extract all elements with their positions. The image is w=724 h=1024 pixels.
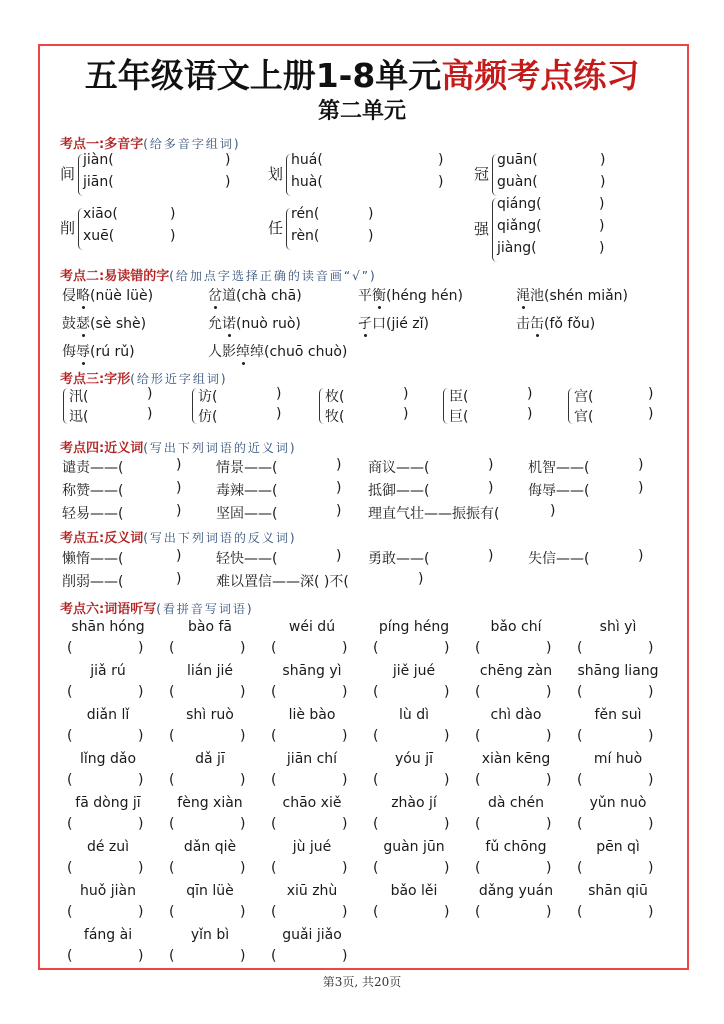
pinyin-word: guǎi jiǎo: [282, 927, 342, 943]
blank-close[interactable]: ): [138, 816, 144, 832]
section-3-key: 考点三:字形: [60, 372, 131, 387]
blank-close[interactable]: ): [240, 640, 246, 656]
blank-close[interactable]: ): [403, 406, 409, 422]
blank-open[interactable]: (: [271, 904, 277, 920]
blank-close[interactable]: ): [488, 457, 494, 473]
blank-close[interactable]: ): [438, 174, 444, 190]
word-part: 口: [372, 316, 386, 332]
section-1-key: 考点一:多音字: [60, 137, 144, 152]
word-part: 人影: [208, 344, 236, 360]
blank-close[interactable]: ): [418, 571, 424, 587]
misread-item: [208, 285, 302, 305]
pinyin-word: shān qiū: [588, 883, 648, 899]
blank-close[interactable]: ): [147, 406, 153, 422]
dotted-char: 岔: [208, 288, 222, 304]
glyph-char: 访(: [198, 389, 218, 405]
blank-close[interactable]: ): [225, 152, 231, 168]
reading-label: rèn(: [291, 228, 320, 244]
blank-close[interactable]: ): [444, 904, 450, 920]
pinyin-word: dǎng yuán: [478, 883, 554, 899]
blank-close[interactable]: ): [527, 386, 533, 402]
pinyin-word: qīn lüè: [186, 883, 234, 899]
blank-close[interactable]: ): [444, 640, 450, 656]
blank-close[interactable]: ): [240, 684, 246, 700]
blank-close[interactable]: ): [138, 948, 144, 964]
brace: [568, 388, 573, 424]
pinyin-options[interactable]: (nüè lüè): [90, 288, 154, 304]
synonym-item: 商议——(: [368, 460, 430, 476]
synonym-item: 情景——(: [216, 460, 278, 476]
pinyin-word: chāo xiě: [282, 795, 342, 811]
word-part: 池: [530, 288, 544, 304]
glyph-pair: [63, 386, 173, 426]
blank-close[interactable]: ): [342, 904, 348, 920]
blank-open[interactable]: (: [169, 684, 175, 700]
blank-close[interactable]: ): [648, 816, 654, 832]
blank-close[interactable]: ): [648, 904, 654, 920]
antonym-item: 懒惰——(: [62, 551, 124, 567]
blank-close[interactable]: ): [240, 948, 246, 964]
pinyin-word: yǐn bì: [190, 927, 230, 943]
blank-close[interactable]: ): [546, 728, 552, 744]
blank-close[interactable]: ): [444, 772, 450, 788]
pinyin-word: pēn qì: [596, 839, 640, 855]
word-part: 允: [208, 316, 222, 332]
pinyin-options[interactable]: (nuò ruò): [236, 316, 301, 332]
section-2-heading: [60, 265, 377, 284]
page-footer: 第3页, 共20页: [322, 975, 402, 989]
reading-label: guàn(: [497, 174, 538, 190]
misread-item: [516, 313, 595, 333]
antonym-item: 勇敢——(: [368, 551, 430, 567]
glyph-pair: [192, 386, 302, 426]
blank-open[interactable]: (: [67, 816, 73, 832]
blank-close[interactable]: ): [488, 548, 494, 564]
blank-close[interactable]: ): [648, 406, 654, 422]
blank-open[interactable]: (: [373, 640, 379, 656]
blank-open[interactable]: (: [271, 684, 277, 700]
section-2-note: (给加点字选择正确的读音画“√”): [169, 269, 377, 283]
pinyin-word: yóu jī: [395, 751, 433, 767]
blank-close[interactable]: ): [342, 860, 348, 876]
glyph-char: 仿(: [198, 409, 218, 425]
misread-item: [62, 341, 135, 361]
blank-open[interactable]: (: [169, 904, 175, 920]
glyph-char: 巨(: [449, 409, 469, 425]
title-highlight: 高频考点练习: [441, 56, 640, 95]
blank-close[interactable]: ): [546, 640, 552, 656]
blank-open[interactable]: (: [271, 728, 277, 744]
pinyin-word: wéi dú: [288, 619, 336, 635]
section-4-note: (写出下列词语的近义词): [143, 441, 297, 455]
blank-close[interactable]: ): [648, 386, 654, 402]
blank-open[interactable]: (: [373, 904, 379, 920]
blank-open[interactable]: (: [271, 640, 277, 656]
page-title: [0, 50, 724, 97]
blank-close[interactable]: ): [336, 548, 342, 564]
section-5-key: 考点五:反义词: [60, 531, 144, 546]
reading-label: jiān(: [83, 174, 114, 190]
blank-close[interactable]: ): [648, 640, 654, 656]
blank-open[interactable]: (: [373, 860, 379, 876]
blank-close[interactable]: ): [170, 228, 176, 244]
reading-label: qiǎng(: [497, 218, 542, 234]
blank-close[interactable]: ): [546, 772, 552, 788]
synonym-item: 坚固——(: [216, 506, 278, 522]
blank-close[interactable]: ): [225, 174, 231, 190]
misread-item: [516, 285, 628, 305]
section-6-note: (看拼音写词语): [156, 602, 254, 616]
reading-label: xuē(: [83, 228, 115, 244]
blank-close[interactable]: ): [438, 152, 444, 168]
pinyin-word: shāng liang: [577, 663, 659, 679]
synonym-item: 理直气壮——振振有(: [368, 506, 500, 522]
blank-close[interactable]: ): [138, 772, 144, 788]
blank-open[interactable]: (: [67, 728, 73, 744]
synonym-item: 机智——(: [528, 460, 590, 476]
pinyin-word: fěn suì: [594, 707, 642, 723]
blank-open[interactable]: (: [169, 640, 175, 656]
pinyin-word: diǎn lǐ: [86, 707, 130, 723]
blank-close[interactable]: ): [276, 386, 282, 402]
blank-close[interactable]: ): [240, 772, 246, 788]
blank-close[interactable]: ): [648, 860, 654, 876]
blank-close[interactable]: ): [176, 480, 182, 496]
pinyin-word: lù dì: [399, 707, 429, 723]
blank-close[interactable]: ): [240, 860, 246, 876]
pinyin-word: huǒ jiàn: [80, 883, 136, 899]
pinyin-word: yǔn nuò: [589, 795, 647, 811]
blank-close[interactable]: ): [342, 772, 348, 788]
blank-close[interactable]: ): [648, 684, 654, 700]
blank-close[interactable]: ): [403, 386, 409, 402]
blank-close[interactable]: ): [138, 684, 144, 700]
misread-item: [358, 285, 463, 305]
section-2-key: 考点二:易读错的字: [60, 269, 170, 284]
pinyin-word: dé zuì: [86, 839, 130, 855]
blank-open[interactable]: (: [271, 772, 277, 788]
pinyin-options[interactable]: (fǒ fǒu): [544, 316, 596, 332]
blank-close[interactable]: ): [138, 860, 144, 876]
pinyin-word: shān hóng: [71, 619, 145, 635]
blank-open[interactable]: (: [577, 816, 583, 832]
dotted-char: 绰: [236, 344, 250, 360]
blank-close[interactable]: ): [444, 860, 450, 876]
blank-open[interactable]: (: [475, 860, 481, 876]
polyphone-char: 强: [474, 220, 490, 238]
reading-label: xiāo(: [83, 206, 118, 222]
synonym-item: 轻易——(: [62, 506, 124, 522]
word-part: 平: [358, 288, 372, 304]
blank-open[interactable]: (: [67, 904, 73, 920]
blank-close[interactable]: ): [336, 457, 342, 473]
synonym-item: 谴责——(: [62, 460, 124, 476]
pinyin-word: jù jué: [292, 839, 332, 855]
pinyin-word: shì ruò: [186, 707, 234, 723]
pinyin-word: guàn jūn: [383, 839, 445, 855]
word-part: 侵: [62, 288, 76, 304]
pinyin-word: xiàn kēng: [481, 751, 551, 767]
reading-label: huá(: [291, 152, 323, 168]
blank-open[interactable]: (: [271, 948, 277, 964]
pinyin-word: mí huò: [593, 751, 643, 767]
blank-close[interactable]: ): [444, 816, 450, 832]
blank-close[interactable]: ): [176, 457, 182, 473]
section-5-note: (写出下列词语的反义词): [143, 531, 297, 545]
blank-close[interactable]: ): [599, 240, 605, 256]
synonym-item: 侮辱——(: [528, 483, 590, 499]
pinyin-word: bǎo lěi: [390, 883, 438, 899]
blank-close[interactable]: ): [368, 228, 374, 244]
glyph-pair: [443, 386, 553, 426]
blank-close[interactable]: ): [240, 904, 246, 920]
pinyin-options[interactable]: (shén miǎn): [544, 288, 629, 304]
antonym-item: 削弱——(: [62, 574, 124, 590]
dotted-char: 孑: [358, 316, 372, 332]
blank-open[interactable]: (: [577, 860, 583, 876]
blank-close[interactable]: ): [648, 772, 654, 788]
blank-close[interactable]: ): [240, 728, 246, 744]
blank-close[interactable]: ): [444, 728, 450, 744]
glyph-char: 牧(: [325, 409, 345, 425]
dotted-char: 诺: [222, 316, 236, 332]
polyphone-char: 划: [268, 165, 284, 183]
blank-close[interactable]: ): [336, 503, 342, 519]
pinyin-word: zhào jí: [391, 795, 437, 811]
polyphone-char: 冠: [474, 165, 490, 183]
antonym-item: 轻快——(: [216, 551, 278, 567]
blank-open[interactable]: (: [475, 684, 481, 700]
glyph-char: 汛(: [69, 389, 89, 405]
blank-close[interactable]: ): [138, 640, 144, 656]
blank-open[interactable]: (: [169, 816, 175, 832]
pinyin-options[interactable]: (héng hén): [386, 288, 463, 304]
word-part: 道: [222, 288, 236, 304]
blank-close[interactable]: ): [546, 860, 552, 876]
blank-open[interactable]: (: [373, 684, 379, 700]
pinyin-word: jiě jué: [392, 663, 436, 679]
misread-item: [62, 285, 153, 305]
pinyin-options[interactable]: (jié zǐ): [386, 316, 430, 332]
pinyin-word: jiān chí: [286, 751, 338, 767]
blank-close[interactable]: ): [527, 406, 533, 422]
reading-label: guān(: [497, 152, 538, 168]
blank-open[interactable]: (: [577, 904, 583, 920]
blank-open[interactable]: (: [67, 860, 73, 876]
blank-close[interactable]: ): [176, 548, 182, 564]
pinyin-options[interactable]: (rú rǔ): [90, 344, 135, 360]
section-1-note: (给多音字组词): [143, 137, 241, 151]
blank-close[interactable]: ): [444, 684, 450, 700]
dotted-char: 渑: [516, 288, 530, 304]
blank-close[interactable]: ): [488, 480, 494, 496]
blank-close[interactable]: ): [638, 548, 644, 564]
misread-item: [62, 313, 146, 333]
pinyin-word: bǎo chí: [490, 619, 542, 635]
pinyin-word: chì dào: [490, 707, 542, 723]
pinyin-word: dǎn qiè: [183, 839, 237, 855]
blank-open[interactable]: (: [577, 640, 583, 656]
brace: [319, 388, 324, 424]
pinyin-word: fèng xiàn: [177, 795, 243, 811]
pinyin-word: fáng ài: [83, 927, 133, 943]
blank-close[interactable]: ): [170, 206, 176, 222]
blank-open[interactable]: (: [169, 860, 175, 876]
blank-open[interactable]: (: [373, 772, 379, 788]
blank-open[interactable]: (: [271, 860, 277, 876]
glyph-char: 官(: [574, 409, 594, 425]
pinyin-word: dǎ jī: [195, 751, 225, 767]
pinyin-options[interactable]: (chà chā): [236, 288, 302, 304]
blank-close[interactable]: ): [638, 480, 644, 496]
blank-open[interactable]: (: [67, 948, 73, 964]
blank-close[interactable]: ): [546, 816, 552, 832]
brace: [63, 388, 68, 424]
dotted-char: 瑟: [76, 316, 90, 332]
blank-open[interactable]: (: [67, 772, 73, 788]
blank-close[interactable]: ): [342, 816, 348, 832]
misread-item: [208, 341, 347, 361]
section-6-key: 考点六:词语听写: [60, 602, 157, 617]
blank-open[interactable]: (: [577, 772, 583, 788]
section-3-heading: [60, 368, 228, 387]
brace: [443, 388, 448, 424]
pinyin-word: jiǎ rú: [90, 663, 126, 679]
section-4-key: 考点四:近义词: [60, 441, 144, 456]
blank-open[interactable]: (: [169, 728, 175, 744]
blank-close[interactable]: ): [546, 684, 552, 700]
pinyin-word: dà chén: [488, 795, 544, 811]
pinyin-word: lián jié: [186, 663, 234, 679]
synonym-item: 毒辣——(: [216, 483, 278, 499]
blank-close[interactable]: ): [138, 728, 144, 744]
blank-open[interactable]: (: [577, 684, 583, 700]
glyph-pair: [568, 386, 678, 426]
reading-label: jiàn(: [83, 152, 114, 168]
blank-close[interactable]: ): [276, 406, 282, 422]
misread-item: [208, 313, 301, 333]
blank-close[interactable]: ): [600, 174, 606, 190]
pinyin-word: liè bào: [288, 707, 336, 723]
blank-close[interactable]: ): [342, 640, 348, 656]
glyph-char: 臣(: [449, 389, 469, 405]
blank-close[interactable]: ): [176, 571, 182, 587]
blank-close[interactable]: ): [342, 684, 348, 700]
blank-open[interactable]: (: [67, 640, 73, 656]
brace: [192, 388, 197, 424]
polyphone-char: 间: [60, 165, 76, 183]
blank-close[interactable]: ): [368, 206, 374, 222]
pinyin-word: lǐng dǎo: [79, 751, 137, 767]
blank-close[interactable]: ): [550, 503, 556, 519]
pinyin-word: fā dòng jī: [75, 795, 141, 811]
dotted-char: 辱: [76, 344, 90, 360]
antonym-item: 失信——(: [528, 551, 590, 567]
blank-open[interactable]: (: [271, 816, 277, 832]
title-main: 五年级语文上册1-8单元: [84, 56, 442, 95]
blank-open[interactable]: (: [475, 816, 481, 832]
blank-close[interactable]: ): [638, 457, 644, 473]
blank-close[interactable]: ): [648, 728, 654, 744]
blank-open[interactable]: (: [475, 728, 481, 744]
blank-close[interactable]: ): [599, 218, 605, 234]
section-3-note: (给形近字组词): [130, 372, 228, 386]
unit-title: 第二单元: [317, 99, 406, 124]
blank-open[interactable]: (: [169, 772, 175, 788]
word-part: 绰: [250, 344, 264, 360]
misread-item: [358, 313, 429, 333]
word-part: 侮: [62, 344, 76, 360]
blank-open[interactable]: (: [577, 728, 583, 744]
section-4-heading: [60, 437, 297, 456]
blank-close[interactable]: ): [546, 904, 552, 920]
glyph-char: 宫(: [574, 389, 594, 405]
glyph-char: 枚(: [325, 389, 345, 405]
blank-open[interactable]: (: [475, 904, 481, 920]
blank-open[interactable]: (: [169, 948, 175, 964]
blank-open[interactable]: (: [67, 684, 73, 700]
synonym-item: 称赞——(: [62, 483, 124, 499]
blank-close[interactable]: ): [599, 196, 605, 212]
reading-label: huà(: [291, 174, 323, 190]
polyphone-char: 任: [268, 219, 284, 237]
section-1-heading: [60, 133, 241, 152]
reading-label: qiáng(: [497, 196, 542, 212]
polyphone-char: 削: [60, 219, 76, 237]
blank-open[interactable]: (: [373, 816, 379, 832]
reading-label: jiàng(: [497, 240, 537, 256]
page-frame: [38, 44, 689, 970]
section-5-heading: [60, 527, 297, 546]
pinyin-word: shì yì: [599, 619, 637, 635]
blank-close[interactable]: ): [138, 904, 144, 920]
pinyin-options[interactable]: (sè shè): [90, 316, 147, 332]
antonym-item: 难以置信——深( )不(: [216, 574, 349, 590]
pinyin-word: xiū zhù: [286, 883, 338, 899]
synonym-item: 抵御——(: [368, 483, 430, 499]
pinyin-word: fǔ chōng: [485, 839, 547, 855]
pinyin-word: píng héng: [378, 619, 450, 635]
reading-label: rén(: [291, 206, 320, 222]
blank-open[interactable]: (: [475, 640, 481, 656]
blank-open[interactable]: (: [373, 728, 379, 744]
dotted-char: 缶: [530, 316, 544, 332]
word-part: 鼓: [62, 316, 76, 332]
pinyin-options[interactable]: (chuō chuò): [264, 344, 348, 360]
blank-close[interactable]: ): [342, 728, 348, 744]
blank-close[interactable]: ): [342, 948, 348, 964]
blank-close[interactable]: ): [176, 503, 182, 519]
blank-close[interactable]: ): [240, 816, 246, 832]
blank-open[interactable]: (: [475, 772, 481, 788]
section-6-heading: [60, 598, 254, 617]
blank-close[interactable]: ): [600, 152, 606, 168]
blank-close[interactable]: ): [336, 480, 342, 496]
dotted-char: 略: [76, 288, 90, 304]
pinyin-word: chēng zàn: [479, 663, 553, 679]
glyph-pair: [319, 386, 429, 426]
pinyin-word: bào fā: [188, 619, 232, 635]
word-part: 击: [516, 316, 530, 332]
pinyin-word: shāng yì: [282, 663, 342, 679]
glyph-char: 迅(: [69, 409, 89, 425]
dotted-char: 衡: [372, 288, 386, 304]
blank-close[interactable]: ): [147, 386, 153, 402]
